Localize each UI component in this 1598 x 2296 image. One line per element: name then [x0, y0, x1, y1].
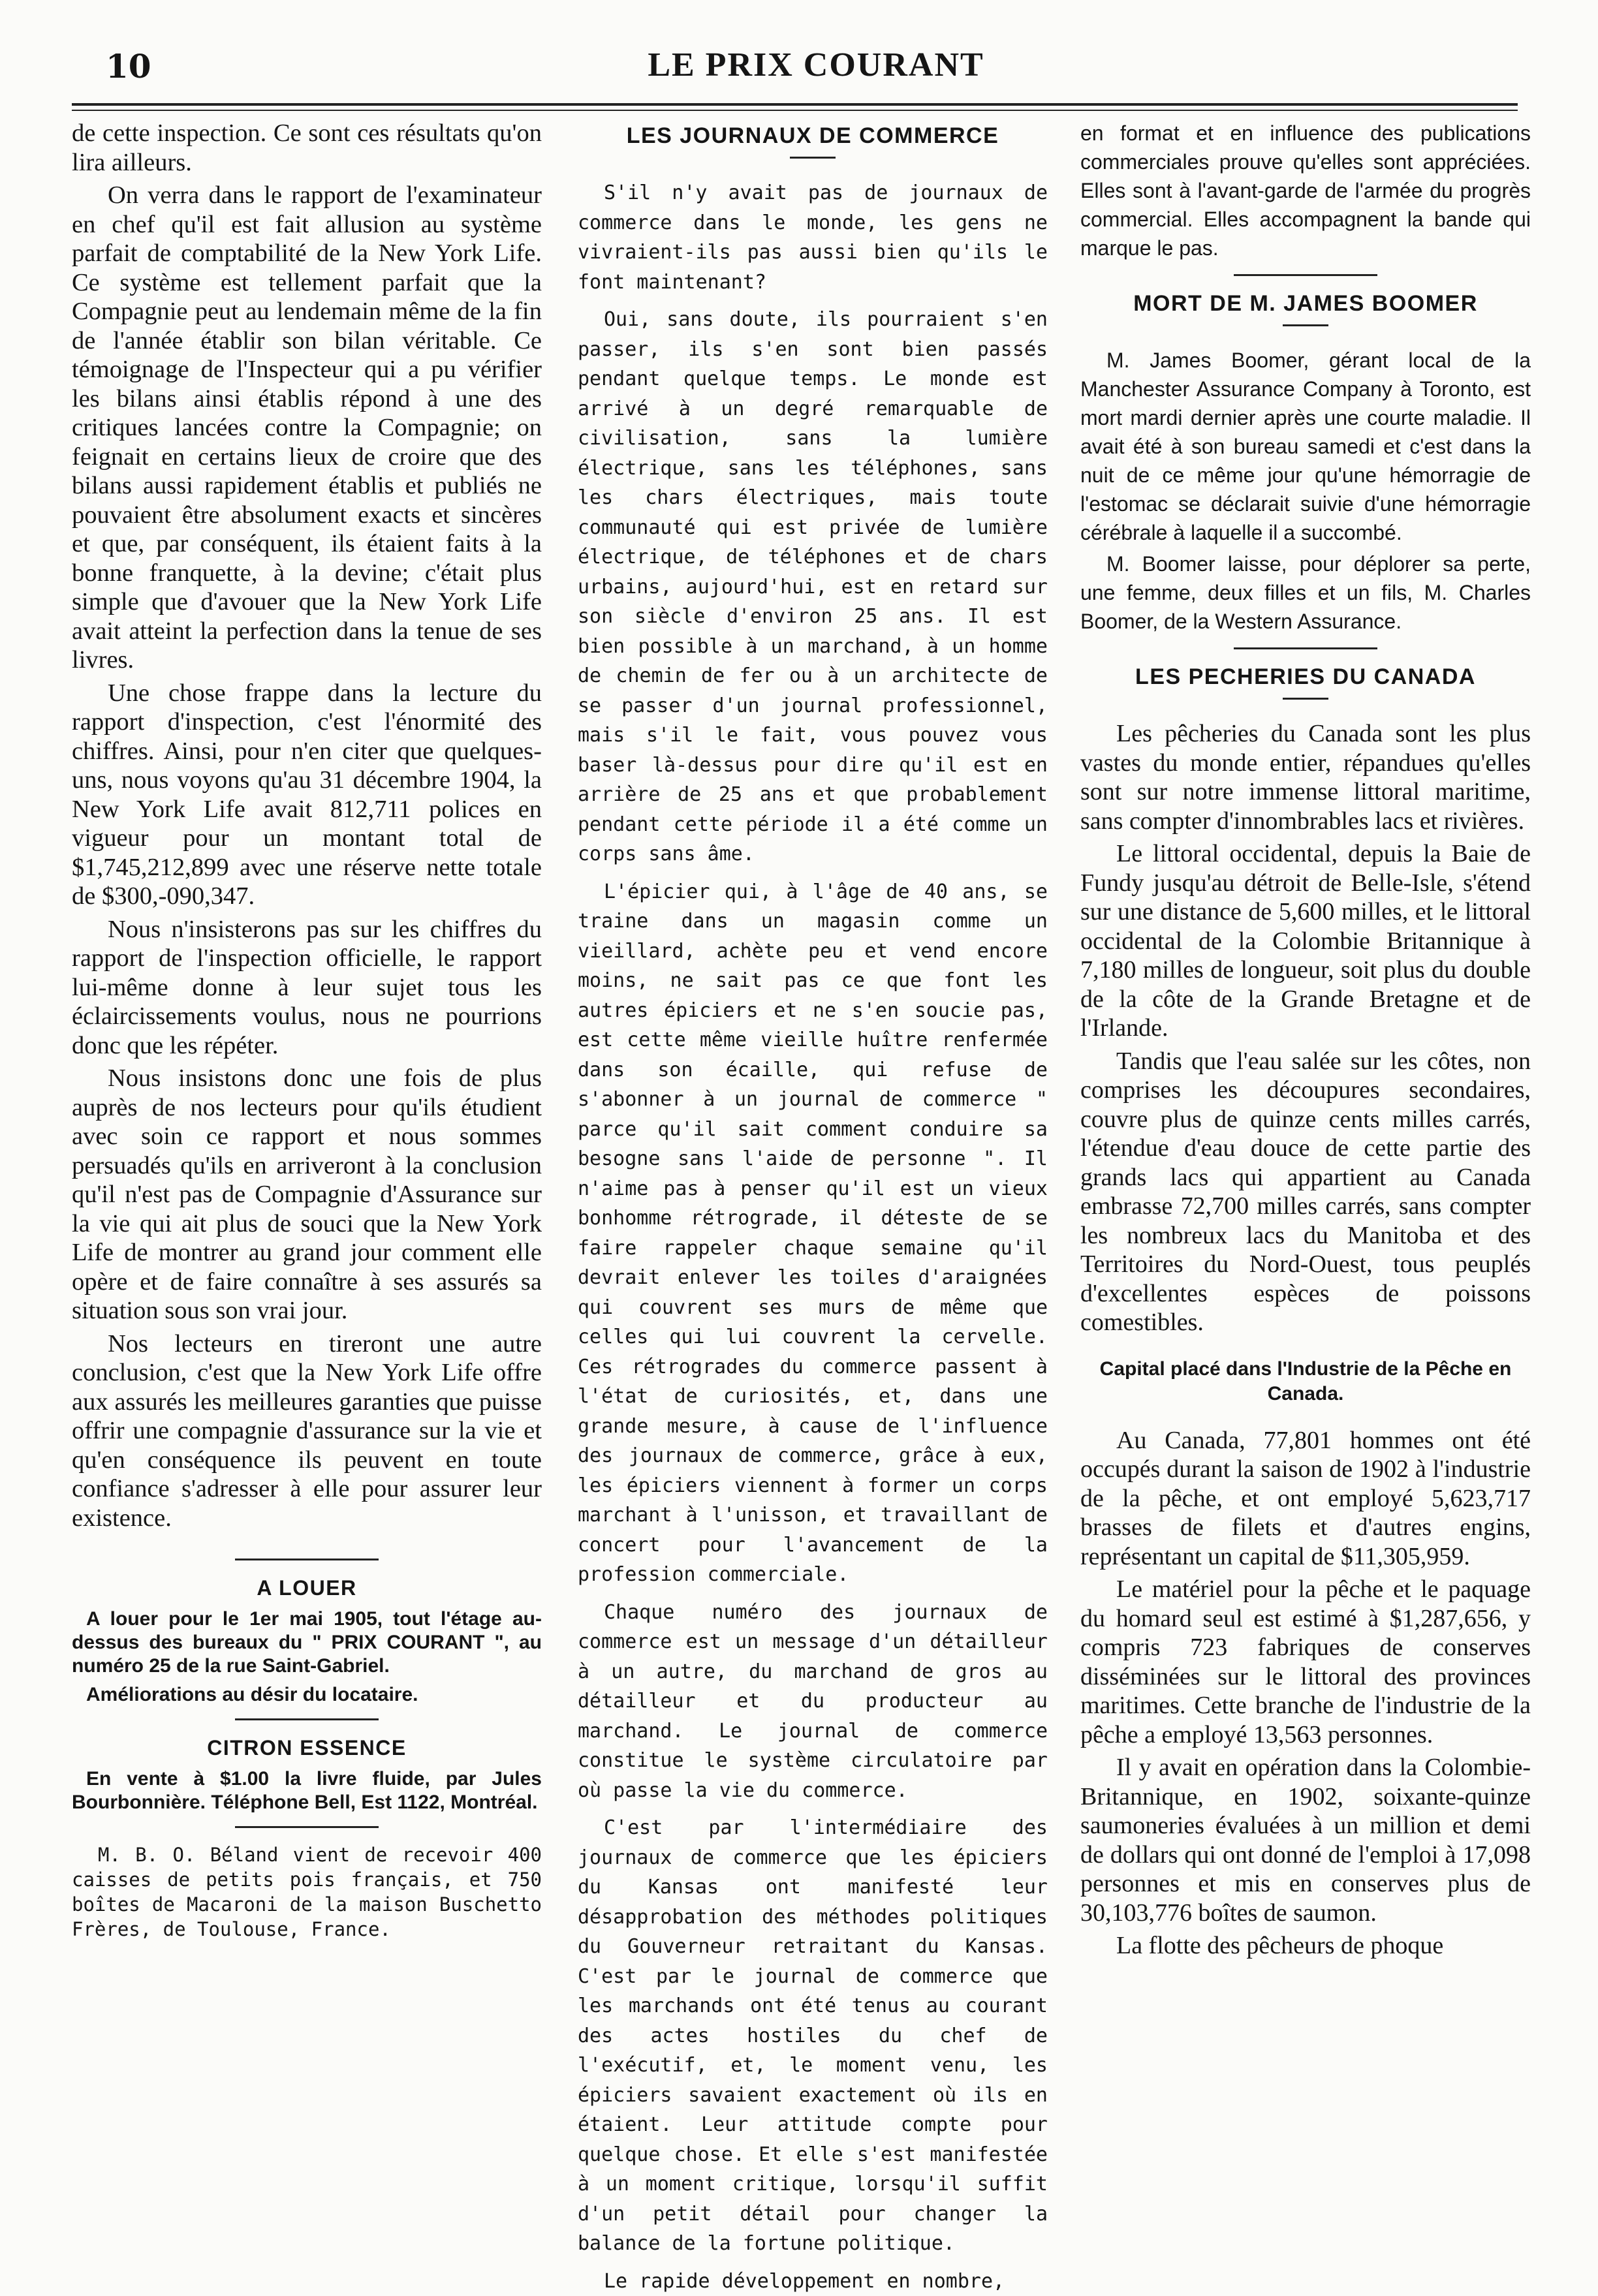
article-paragraph: S'il n'y avait pas de journaux de commerce dans le monde, les gens ne vivraient-ils pas aussi bien qu'ils le font maintenant?	[578, 178, 1048, 297]
column-2	[578, 119, 1048, 2225]
notice-text: En vente à $1.00 la livre fluide, par Jules Bourbonnière. Téléphone Bell, Est 1122, Montréal.	[72, 1767, 542, 1814]
article-paragraph: Les pêcheries du Canada sont les plus vastes du monde entier, répandues qu'elles sont sur notre immense littoral maritime, sans compter d'innombrables lacs et rivières.	[1080, 719, 1531, 835]
notice-text: A louer pour le 1er mai 1905, tout l'étage au-dessus des bureaux du " PRIX COURANT ", au numéro 25 de la rue Saint-Gabriel.	[72, 1607, 542, 1678]
article-boomer	[1080, 290, 1531, 636]
article-paragraph: Au Canada, 77,801 hommes ont été occupés durant la saison de 1902 à l'industrie de la pêche, et ont employé 5,623,717 brasses de filets et d'autres engins, représentant un capital de $11,305,959.	[1080, 1426, 1531, 1572]
column-3	[1080, 119, 1531, 2225]
section-divider	[235, 1718, 379, 1720]
header-rule-thin	[72, 110, 1518, 111]
article-paragraph: On verra dans le rapport de l'examinateur en chef qu'il est fait allusion au système parfait de comptabilité de la New York Life. Ce système est tellement parfait que la Compagnie peut au lendemain même de la fin de l'année établir son bilan véritable. Ce témoignage de l'Inspecteur qui a pu vérifier les bilans ainsi établis répond à une des critiques lancées contre la Compagnie; on feignait en certains lieux de croire que des bilans aussi rapidement établis et publiés ne pouvaient être absolument exacts et sincères et que, par conséquent, ils étaient faits à la bonne franquette, à la devine; c'était plus simple que d'avouer que la New York Life avait atteint la perfection dans la tenue de ses livres.	[72, 181, 542, 675]
article-paragraph: Nous insistons donc une fois de plus auprès de nos lecteurs pour qu'ils étudient avec soin ce rapport et nous sommes persuadés qu'ils en arriveront à la conclusion qu'il n'est pas de Compagnie d'Assurance sur la vie qui ait plus de souci que la New York Life de montrer au grand jour comment elle opère et de faire connaître à ses assurés sa situation sous son vrai jour.	[72, 1064, 542, 1326]
notice-heading: A LOUER	[72, 1575, 542, 1601]
notice-beland	[72, 1842, 542, 1942]
notice-text: Améliorations au désir du locataire.	[72, 1683, 542, 1707]
notice-a-louer	[72, 1575, 542, 1707]
article-paragraph: Une chose frappe dans la lecture du rapport d'inspection, c'est l'énormité des chiffres. Ainsi, pour n'en citer que quelques-uns, nous voyons qu'au 31 décembre 1904, la New York Life avait 812,711 polices en vigueur pour un montant total de $1,745,212,899 avec une réserve nette totale de $300,-090,347.	[72, 679, 542, 911]
article-paragraph: Le littoral occidental, depuis la Baie de Fundy jusqu'au détroit de Belle-Isle, s'étend sur une distance de 5,600 milles, et le littoral occidental de la Colombie Britannique à 7,180 milles de longueur, soit plus du double de la côte de la Grande Bretagne et de l'Irlande.	[1080, 839, 1531, 1043]
article-paragraph: L'épicier qui, à l'âge de 40 ans, se traine dans un magasin comme un vieillard, achète peu et vend encore moins, ne sait pas ce que font les autres épiciers et ne s'en soucie pas, est cette même vieille huître renfermée dans son écaille, qui refuse de s'abonner à un journal de commerce " parce qu'il sait comment conduire sa besogne sans l'aide de personne ". Il n'aime pas à penser qu'il est un vieux bonhomme rétrograde, il déteste de se faire rappeler chaque semaine qu'il devrait enlever les toiles d'araignées qui couvrent ses murs de même que celles qui lui couvrent la cervelle. Ces rétrogrades du commerce passent à l'état de curiosités, et, dans une grande mesure, à cause de l'influence des journaux de commerce, grâce à eux, les épiciers viennent à former un corps marchant à l'unisson, et travaillant de concert pour l'avancement de la profession commerciale.	[578, 877, 1048, 1590]
section-divider	[1234, 647, 1377, 649]
article-paragraph: en format et en influence des publications commerciales prouve qu'elles sont appréciées. Elles sont à l'avant-garde de l'armée du progrès commercial. Elles accompagnent la bande qui marque le pas.	[1080, 119, 1531, 262]
article-heading: LES JOURNAUX DE COMMERCE	[578, 123, 1048, 149]
heading-dash	[790, 157, 836, 159]
journaux-continuation	[1080, 119, 1531, 262]
article-paragraph: Le rapide développement en nombre,	[578, 2267, 1048, 2296]
article-paragraph: Nous n'insisterons pas sur les chiffres du rapport de l'inspection officielle, le rapport lui-même donne à leur sujet tous les éclaircissements voulus, nous ne pourrions donc que les répéter.	[72, 915, 542, 1061]
header-rule	[72, 103, 1518, 106]
newspaper-title: LE PRIX COURANT	[98, 46, 1534, 84]
section-divider	[1234, 274, 1377, 276]
notice-heading: CITRON ESSENCE	[72, 1735, 542, 1761]
page-header	[98, 46, 1534, 98]
article-paragraph: M. James Boomer, gérant local de la Manchester Assurance Company à Toronto, est mort mardi dernier après une courte maladie. Il avait été à son bureau samedi et c'est dans la nuit de ce même jour qu'une hémorragie de l'estomac se déclarait suivie d'une hémorragie cérébrale à laquelle il a succombé.	[1080, 346, 1531, 547]
article-paragraph: C'est par l'intermédiaire des journaux de commerce que les épiciers du Kansas ont manifesté leur désapprobation des méthodes politiques du Gouverneur retraitant du Kansas. C'est par le journal de commerce que les marchands ont été tenus au courant des actes hostiles du chef de l'exécutif, et, le moment venu, les épiciers savaient exactement où ils en étaient. Leur attitude compte pour quelque chose. Et elle s'est manifestée à un moment critique, lorsqu'il suffit d'un petit détail pour changer la balance de la fortune politique.	[578, 1813, 1048, 2259]
page-number: 10	[106, 47, 151, 85]
article-paragraph: Tandis que l'eau salée sur les côtes, non comprises les découpures secondaires, couvre plus de quinze cents milles carrés, l'étendue d'eau douce de cette partie des grands lacs qui appartient au Canada embrasse 72,700 milles carrés, sans compter les nombreux lacs du Manitoba et des Territoires du Nord-Ouest, tous peuplés d'excellentes espèces de poissons comestibles.	[1080, 1047, 1531, 1337]
section-divider	[235, 1826, 379, 1828]
column-1	[72, 119, 542, 2225]
heading-dash	[1283, 698, 1328, 700]
article-paragraph: Il y avait en opération dans la Colombie-Britannique, en 1902, soixante-quinze saumoneries évaluées à un million et demi de dollars qui ont donné de l'emploi à 17,098 personnes et mis en conserves plus de 30,103,776 boîtes de saumon.	[1080, 1753, 1531, 1927]
article-paragraph: Le matériel pour la pêche et le paquage du homard seul est estimé à $1,287,656, y compris 723 fabriques de conserves disséminées sur le littoral des provinces maritimes. Cette branche de l'industrie de la pêche a employé 13,563 personnes.	[1080, 1575, 1531, 1749]
article-paragraph: Chaque numéro des journaux de commerce est un message d'un détailleur à un autre, du marchand de gros au détailleur et du producteur au marchand. Le journal de commerce constitue le système circulatoire par où passe la vie du commerce.	[578, 1598, 1048, 1806]
article-paragraph: Oui, sans doute, ils pourraient s'en passer, ils s'en sont bien passés pendant quelque temps. Le monde est arrivé à un degré remarquable de civilisation, sans la lumière électrique, sans les téléphones, sans les chars électriques, mais toute communauté qui est privée de lumière électrique, de téléphones et de chars urbains, aujourd'hui, est en retard sur son siècle d'environ 25 ans. Il est bien possible à un marchand, à un homme de chemin de fer ou à un architecte de se passer d'un journal professionnel, mais s'il le fait, vous pouvez vous baser là-dessus pour dire qu'il est en arrière de 25 ans et que probablement pendant cette période il a été comme un corps sans âme.	[578, 305, 1048, 869]
article-paragraph: La flotte des pêcheurs de phoque	[1080, 1931, 1531, 1961]
article-paragraph: M. Boomer laisse, pour déplorer sa perte, une femme, deux filles et un fils, M. Charles Boomer, de la Western Assurance.	[1080, 550, 1531, 636]
article-heading: MORT DE M. JAMES BOOMER	[1080, 290, 1531, 317]
article-subheading: Capital placé dans l'Industrie de la Pêche en Canada.	[1087, 1357, 1524, 1406]
section-divider	[235, 1559, 379, 1560]
article-paragraph: de cette inspection. Ce sont ces résultats qu'on lira ailleurs.	[72, 119, 542, 177]
heading-dash	[1283, 324, 1328, 326]
article-paragraph: Nos lecteurs en tireront une autre conclusion, c'est que la New York Life offre aux assurés les meilleures garanties que puisse offrir une compagnie d'assurance sur la vie et qu'en conséquence ils peuvent en toute confiance s'adresser à elle pour assurer leur existence.	[72, 1329, 542, 1533]
notice-text: M. B. O. Béland vient de recevoir 400 caisses de petits pois français, et 750 boîtes de Macaroni de la maison Buschetto Frères, de Toulouse, France.	[72, 1842, 542, 1942]
article-heading: LES PECHERIES DU CANADA	[1080, 664, 1531, 690]
notice-citron-essence	[72, 1735, 542, 1814]
